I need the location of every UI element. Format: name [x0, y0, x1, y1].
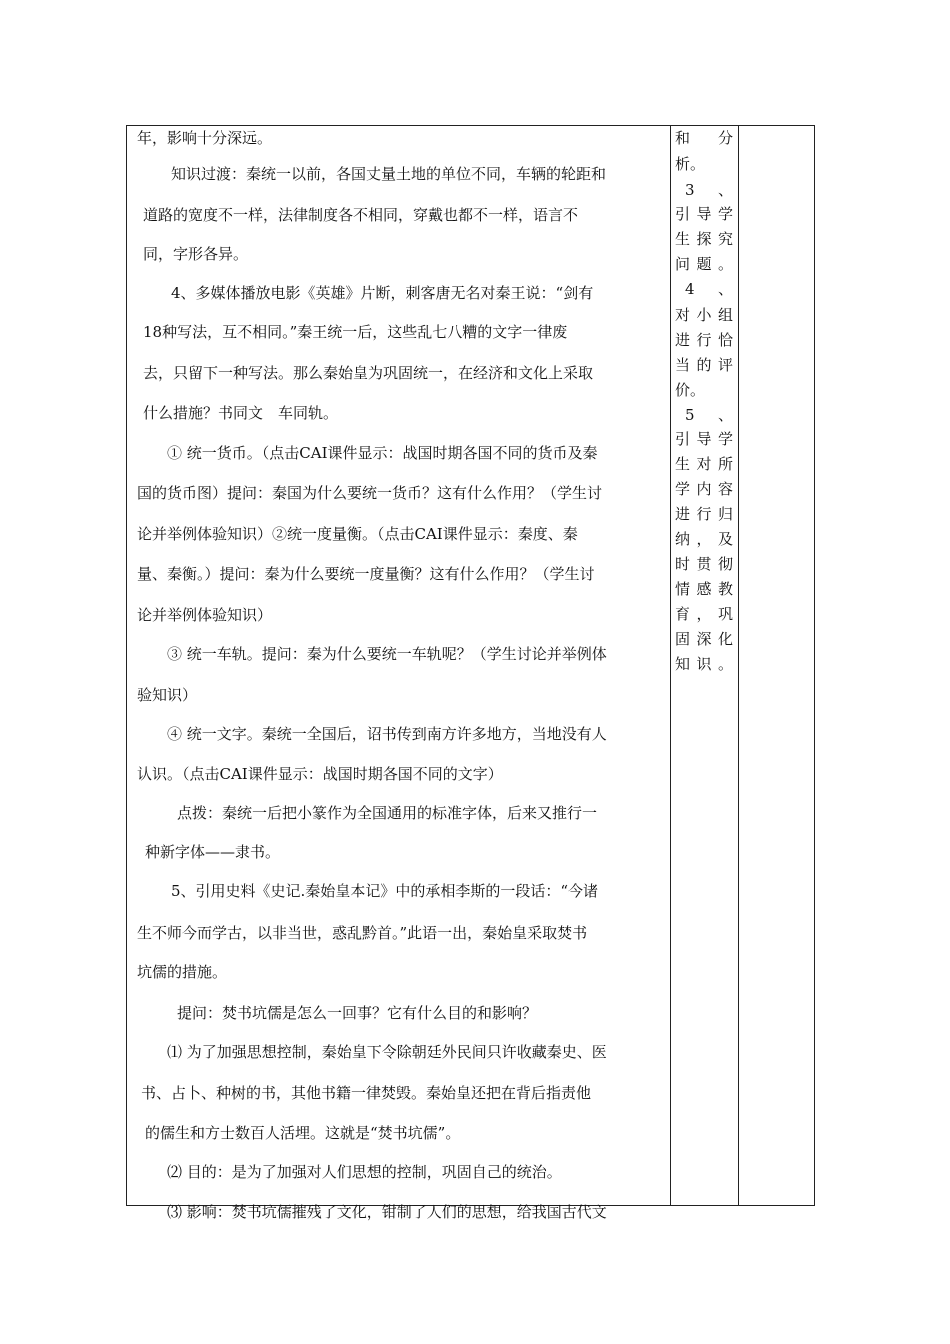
- text-line: 坑儒的措施。: [137, 963, 228, 981]
- side-text-line: 3 、: [685, 181, 733, 199]
- text-line: 提问：焚书坑儒是怎么一回事？它有什么目的和影响？: [177, 1004, 538, 1022]
- text-line: ⑶ 影响：焚书坑儒摧残了文化，钳制了人们的思想，给我国古代文: [167, 1203, 607, 1221]
- design-intent-cell: [671, 126, 737, 1205]
- side-text-line: 时贯彻: [675, 555, 733, 573]
- text-line: 认识。（点击CAI课件显示：战国时期各国不同的文字）: [137, 765, 503, 783]
- text-line: 年，影响十分深远。: [137, 129, 273, 147]
- side-text-line: 当的评: [675, 356, 733, 374]
- side-text-line: 学内容: [675, 480, 733, 498]
- text-line: 18种写法，互不相同。”秦王统一后，这些乱七八糟的文字一律废: [143, 323, 568, 341]
- side-text-line: 价。: [675, 381, 706, 399]
- text-line: 生不师今而学古，以非当世，惑乱黔首。”此语一出，秦始皇采取焚书: [137, 924, 588, 942]
- text-line: 5、引用史料《史记.秦始皇本记》中的承相李斯的一段话：“今诸: [171, 882, 598, 900]
- side-text-line: 引导学: [675, 430, 733, 448]
- side-text-line: 析。: [675, 155, 706, 173]
- text-line: ④ 统一文字。秦统一全国后，诏书传到南方许多地方，当地没有人: [167, 725, 607, 743]
- side-text-line: 生探究: [675, 230, 733, 248]
- text-line: 论并举例体验知识）: [137, 606, 273, 624]
- teaching-process-cell: [127, 126, 669, 1221]
- text-line: 的儒生和方士数百人活埋。这就是“焚书坑儒”。: [145, 1124, 461, 1142]
- text-line: 论并举例体验知识）②统一度量衡。（点击CAI课件显示：秦度、秦: [137, 525, 578, 543]
- text-line: 点拨：秦统一后把小篆作为全国通用的标准字体，后来又推行一: [177, 804, 598, 822]
- text-line: 验知识）: [137, 686, 198, 704]
- text-line: 种新字体——隶书。: [145, 843, 281, 861]
- column-divider: [738, 126, 739, 1205]
- side-text-line: 引导学: [675, 205, 733, 223]
- side-text-line: 育，巩: [675, 605, 733, 623]
- text-line: 量、秦衡。）提问：秦为什么要统一度量衡？这有什么作用？（学生讨: [137, 565, 595, 583]
- text-line: ⑴ 为了加强思想控制，秦始皇下令除朝廷外民间只许收藏秦史、医: [167, 1043, 607, 1061]
- side-text-line: 纳，及: [675, 530, 733, 548]
- text-line: 什么措施？书同文 车同轨。: [143, 404, 339, 422]
- text-line: 去，只留下一种写法。那么秦始皇为巩固统一，在经济和文化上采取: [143, 364, 594, 382]
- text-line: 4、多媒体播放电影《英雄》片断，刺客唐无名对秦王说：“剑有: [171, 284, 594, 302]
- text-line: ⑵ 目的：是为了加强对人们思想的控制，巩固自己的统治。: [167, 1163, 562, 1181]
- side-text-line: 进行归: [675, 505, 733, 523]
- text-line: 道路的宽度不一样，法律制度各不相同，穿戴也都不一样，语言不: [143, 206, 579, 224]
- text-line: ③ 统一车轨。提问：秦为什么要统一车轨呢？（学生讨论并举例体: [167, 645, 607, 663]
- text-line: 同，字形各异。: [143, 245, 249, 263]
- text-line: 知识过渡：秦统一以前，各国丈量土地的单位不同，车辆的轮距和: [171, 165, 607, 183]
- side-text-line: 知识。: [675, 655, 733, 673]
- side-text-line: 固深化: [675, 630, 733, 648]
- lesson-table: [126, 125, 815, 1221]
- side-text-line: 对小组: [675, 306, 733, 324]
- text-line: 国的货币图）提问：秦国为什么要统一货币？这有什么作用？（学生讨: [137, 484, 603, 502]
- text-line: ① 统一货币。（点击CAI课件显示：战国时期各国不同的货币及秦: [167, 444, 598, 462]
- side-text-line: 和 分: [675, 129, 733, 147]
- text-line: 书、占卜、种树的书，其他书籍一律焚毁。秦始皇还把在背后指责他: [141, 1084, 592, 1102]
- side-text-line: 5 、: [685, 406, 733, 424]
- side-text-line: 问题。: [675, 255, 733, 273]
- side-text-line: 生对所: [675, 455, 733, 473]
- side-text-line: 4 、: [685, 280, 733, 298]
- side-text-line: 情感教: [675, 580, 733, 598]
- side-text-line: 进行恰: [675, 331, 733, 349]
